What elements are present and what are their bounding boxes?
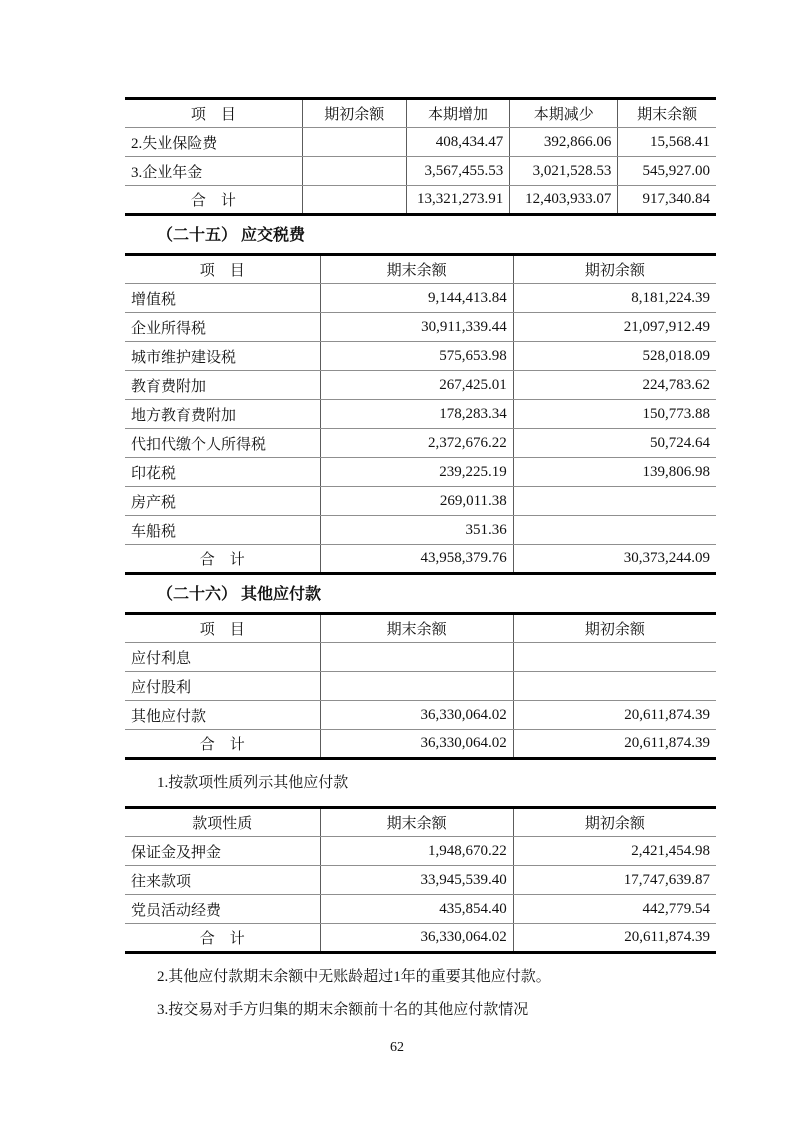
table-row bbox=[125, 643, 716, 672]
amount-cell: 442,779.54 bbox=[513, 895, 716, 924]
row-label: 地方教育费附加 bbox=[125, 400, 320, 429]
row-label: 3.企业年金 bbox=[125, 157, 302, 186]
table-row bbox=[125, 458, 716, 487]
table-header-row bbox=[125, 99, 716, 128]
amount-cell: 20,611,874.39 bbox=[513, 701, 716, 730]
amount-cell: 575,653.98 bbox=[320, 342, 513, 371]
column-header-decrease: 本期减少 bbox=[510, 99, 618, 128]
table-row bbox=[125, 157, 716, 186]
row-label: 增值税 bbox=[125, 284, 320, 313]
amount-cell: 239,225.19 bbox=[320, 458, 513, 487]
table-header-row bbox=[125, 614, 716, 643]
amount-cell: 435,854.40 bbox=[320, 895, 513, 924]
amount-cell: 50,724.64 bbox=[513, 429, 716, 458]
table-row bbox=[125, 516, 716, 545]
amount-cell: 36,330,064.02 bbox=[320, 701, 513, 730]
table-row bbox=[125, 400, 716, 429]
amount-cell: 1,948,670.22 bbox=[320, 837, 513, 866]
table-row bbox=[125, 487, 716, 516]
note-payables-by-nature: 1.按款项性质列示其他应付款 bbox=[157, 775, 349, 791]
table-row bbox=[125, 313, 716, 342]
amount-cell bbox=[302, 157, 406, 186]
amount-cell: 9,144,413.84 bbox=[320, 284, 513, 313]
payables-by-nature-table bbox=[125, 806, 716, 954]
row-label: 车船税 bbox=[125, 516, 320, 545]
amount-cell: 17,747,639.87 bbox=[513, 866, 716, 895]
amount-cell: 8,181,224.39 bbox=[513, 284, 716, 313]
column-header-item: 项 目 bbox=[125, 99, 302, 128]
table-row bbox=[125, 837, 716, 866]
social-insurance-table bbox=[125, 97, 716, 216]
amount-cell: 43,958,379.76 bbox=[320, 545, 513, 574]
column-header-item: 项 目 bbox=[125, 614, 320, 643]
row-label: 企业所得税 bbox=[125, 313, 320, 342]
amount-cell: 13,321,273.91 bbox=[406, 186, 509, 215]
amount-cell: 408,434.47 bbox=[406, 128, 509, 157]
table-row bbox=[125, 128, 716, 157]
amount-cell: 178,283.34 bbox=[320, 400, 513, 429]
table-header-row bbox=[125, 808, 716, 837]
row-label: 2.失业保险费 bbox=[125, 128, 302, 157]
other-payables-table bbox=[125, 612, 716, 760]
column-header-item: 项 目 bbox=[125, 255, 320, 284]
column-header-opening-balance: 期初余额 bbox=[513, 614, 716, 643]
column-header-closing-balance: 期末余额 bbox=[320, 255, 513, 284]
table-row bbox=[125, 924, 716, 953]
amount-cell: 2,421,454.98 bbox=[513, 837, 716, 866]
amount-cell: 36,330,064.02 bbox=[320, 730, 513, 759]
table-row bbox=[125, 342, 716, 371]
row-label: 合 计 bbox=[125, 730, 320, 759]
amount-cell bbox=[302, 186, 406, 215]
amount-cell bbox=[302, 128, 406, 157]
amount-cell: 15,568.41 bbox=[618, 128, 716, 157]
row-label: 房产税 bbox=[125, 487, 320, 516]
table-row bbox=[125, 866, 716, 895]
page-number: 62 bbox=[390, 1040, 404, 1055]
table-row bbox=[125, 371, 716, 400]
amount-cell bbox=[513, 643, 716, 672]
row-label: 合 计 bbox=[125, 186, 302, 215]
amount-cell: 3,021,528.53 bbox=[510, 157, 618, 186]
amount-cell: 30,911,339.44 bbox=[320, 313, 513, 342]
document-page-content bbox=[125, 97, 716, 1033]
row-label: 合 计 bbox=[125, 924, 320, 953]
amount-cell: 2,372,676.22 bbox=[320, 429, 513, 458]
row-label: 往来款项 bbox=[125, 866, 320, 895]
column-header-opening-balance: 期初余额 bbox=[513, 808, 716, 837]
row-label: 城市维护建设税 bbox=[125, 342, 320, 371]
amount-cell: 36,330,064.02 bbox=[320, 924, 513, 953]
table-row bbox=[125, 895, 716, 924]
amount-cell bbox=[320, 643, 513, 672]
row-label: 应付利息 bbox=[125, 643, 320, 672]
row-label: 保证金及押金 bbox=[125, 837, 320, 866]
table-row bbox=[125, 429, 716, 458]
row-label: 党员活动经费 bbox=[125, 895, 320, 924]
amount-cell: 33,945,539.40 bbox=[320, 866, 513, 895]
amount-cell: 20,611,874.39 bbox=[513, 924, 716, 953]
amount-cell: 21,097,912.49 bbox=[513, 313, 716, 342]
column-header-nature: 款项性质 bbox=[125, 808, 320, 837]
row-label: 教育费附加 bbox=[125, 371, 320, 400]
amount-cell: 267,425.01 bbox=[320, 371, 513, 400]
column-header-increase: 本期增加 bbox=[406, 99, 509, 128]
amount-cell: 12,403,933.07 bbox=[510, 186, 618, 215]
table-row bbox=[125, 284, 716, 313]
note-top-ten-counterparties: 3.按交易对手方归集的期末余额前十名的其他应付款情况 bbox=[157, 1002, 529, 1018]
table-row bbox=[125, 672, 716, 701]
amount-cell: 139,806.98 bbox=[513, 458, 716, 487]
column-header-closing-balance: 期末余额 bbox=[320, 808, 513, 837]
amount-cell bbox=[320, 672, 513, 701]
amount-cell: 224,783.62 bbox=[513, 371, 716, 400]
amount-cell bbox=[513, 516, 716, 545]
amount-cell: 351.36 bbox=[320, 516, 513, 545]
amount-cell: 150,773.88 bbox=[513, 400, 716, 429]
amount-cell: 528,018.09 bbox=[513, 342, 716, 371]
amount-cell: 545,927.00 bbox=[618, 157, 716, 186]
row-label: 合 计 bbox=[125, 545, 320, 574]
table-row bbox=[125, 545, 716, 574]
table-row bbox=[125, 701, 716, 730]
row-label: 印花税 bbox=[125, 458, 320, 487]
column-header-closing-balance: 期末余额 bbox=[320, 614, 513, 643]
table-row bbox=[125, 730, 716, 759]
row-label: 其他应付款 bbox=[125, 701, 320, 730]
row-label: 代扣代缴个人所得税 bbox=[125, 429, 320, 458]
note-aging: 2.其他应付款期末余额中无账龄超过1年的重要其他应付款。 bbox=[157, 969, 551, 985]
table-header-row bbox=[125, 255, 716, 284]
amount-cell: 917,340.84 bbox=[618, 186, 716, 215]
amount-cell: 269,011.38 bbox=[320, 487, 513, 516]
taxes-payable-table bbox=[125, 253, 716, 575]
amount-cell: 30,373,244.09 bbox=[513, 545, 716, 574]
amount-cell bbox=[513, 487, 716, 516]
amount-cell: 3,567,455.53 bbox=[406, 157, 509, 186]
row-label: 应付股利 bbox=[125, 672, 320, 701]
column-header-closing-balance: 期末余额 bbox=[618, 99, 716, 128]
section-heading-other-payables: （二十六） 其他应付款 bbox=[157, 586, 322, 603]
column-header-opening-balance: 期初余额 bbox=[302, 99, 406, 128]
amount-cell: 20,611,874.39 bbox=[513, 730, 716, 759]
table-row bbox=[125, 186, 716, 215]
section-heading-taxes-payable: （二十五） 应交税费 bbox=[157, 227, 306, 244]
amount-cell: 392,866.06 bbox=[510, 128, 618, 157]
column-header-opening-balance: 期初余额 bbox=[513, 255, 716, 284]
amount-cell bbox=[513, 672, 716, 701]
